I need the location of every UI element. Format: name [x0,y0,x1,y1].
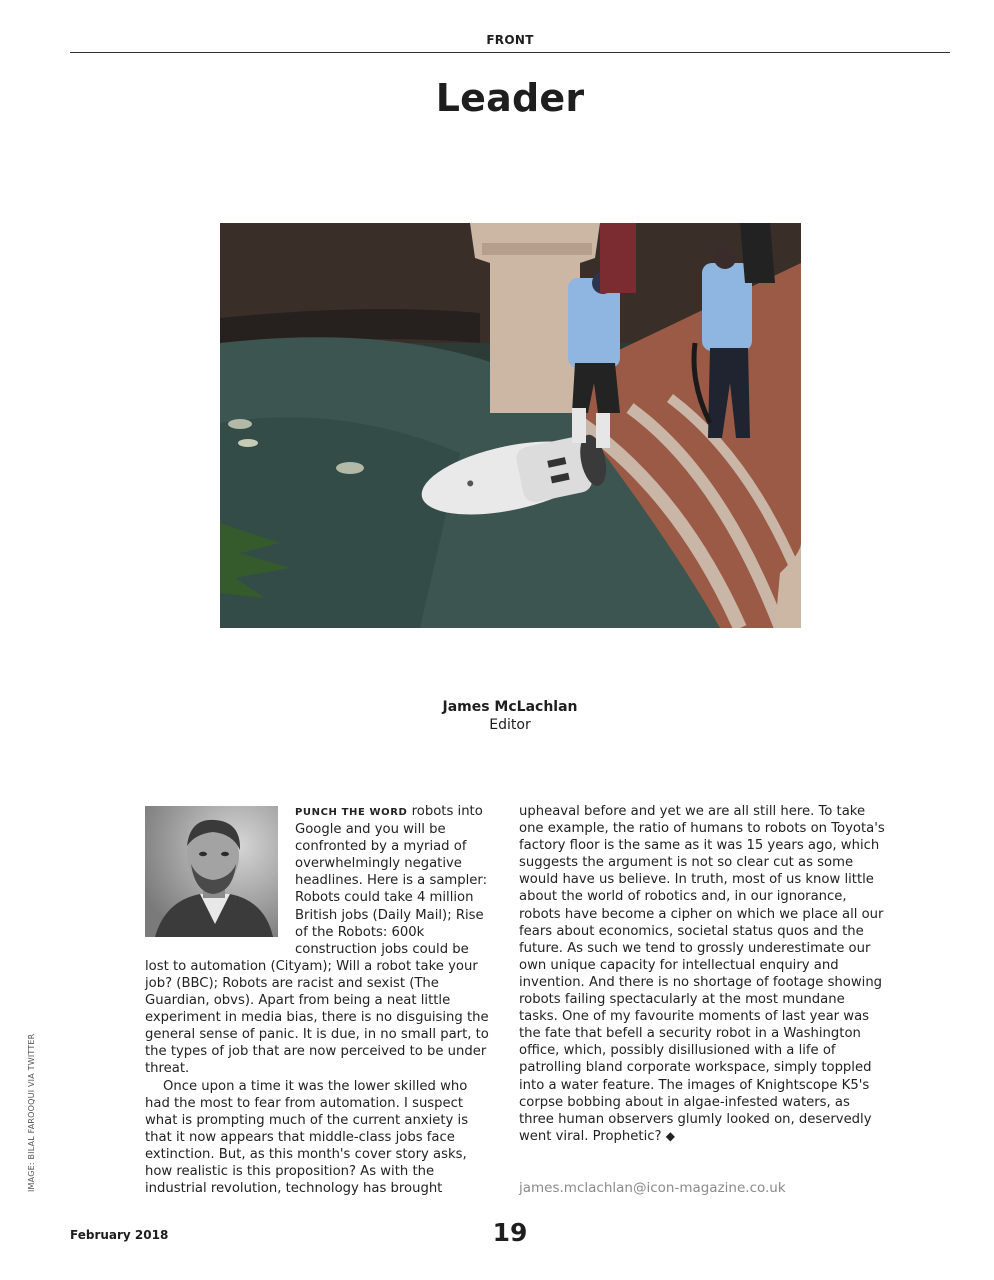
portrait-wrap-space [145,803,295,957]
article-paragraph [519,803,885,1145]
lead-in: PUNCH THE WORD [295,807,408,818]
paragraph-text: upheaval before and yet we are all still here. To take one example, the ratio of humans to robots on Toyota's factory floor is the same as it was 15 years ago, which suggests the argument is not so clear cut as some would have us believe. In truth, most of us know little about the world of robotics and, in our ignorance, robots have become a cipher on which we place all our fears about economics, societal status quos and the future. As such we tend to grossly underestimate our own unique capacity for intellectual enquiry and invention. And there is no shortage of footage showing robots failing spectacularly at the most mundane tasks. One of my favourite moments of last year was the fate that befell a security robot in a Washington office, which, possibly disillusioned with a life of patrolling bland corporate workspace, simply toppled into a water feature. The images of Knightscope K5's corpse bobbing about in algae-infested waters, as three human observers glumly looked on, deservedly went viral. Prophetic? [519,804,885,1144]
section-label: FRONT [486,33,534,47]
end-mark-icon: ◆ [665,1128,675,1143]
page-title: Leader [435,76,585,120]
article-paragraph: Once upon a time it was the lower skilled who had the most to fear from automation. I suspect what is prompting much of the current anxiety is that it now appears that middle-class jobs face extinction. But, as this month's cover story asks, how realistic is this proposition? As with the industrial revolution, technology has brought [145,1078,469,1197]
paragraph-text: robots into Google and you will be confronted by a myriad of overwhelmingly negative headlines. Here is a sampler: Robots could take 4 million British jobs (Daily Mail); Rise of the Robots: 600k construction jobs could be lost to automation (Cityam); Will a robot take your job? (BBC); Robots are racist and sexist (The Guardian, obvs). Apart from being a neat little experiment in media bias, there is no disguising the general sense of panic. It is due, in no small part, to the types of job that are now perceived to be under threat. [145,804,489,1077]
page-number: 19 [492,1218,528,1247]
header-rule [70,52,950,53]
author-name: James McLachlan [442,699,578,715]
issue-date: February 2018 [70,1228,169,1242]
article-column-2 [519,803,885,1145]
robot-fountain-photo [220,223,801,628]
article-column-1 [145,803,495,1197]
editor-email-link[interactable]: james.mclachlan@icon-magazine.co.uk [519,1180,786,1196]
author-role: Editor [489,717,531,733]
photo-credit: IMAGE: BILAL FAROOQUI VIA TWITTER [27,1033,36,1192]
